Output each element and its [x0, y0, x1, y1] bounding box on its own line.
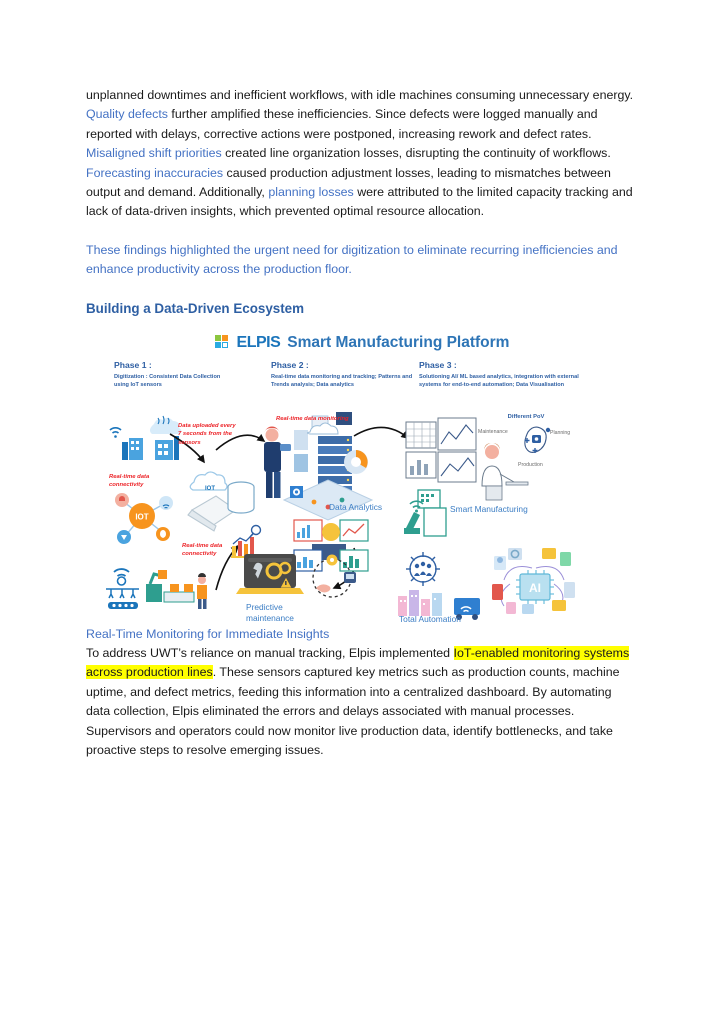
- heading-building-ecosystem: Building a Data-Driven Ecosystem: [86, 300, 305, 316]
- label-smart-manufacturing: Smart Manufacturing: [450, 503, 528, 514]
- label-total-automation: Total Automation: [399, 613, 461, 624]
- icon-predictive-maintenance: [236, 554, 304, 594]
- figure-smart-manufacturing-platform: [86, 330, 638, 624]
- pov-title: Different PoV: [507, 413, 545, 420]
- note-data-upload: Data uploaded every 7 seconds from the sensors: [178, 422, 236, 446]
- note-realtime-monitoring: Real-time data monitoring: [276, 415, 349, 422]
- paragraph-iot-monitoring: [86, 644, 638, 760]
- accent-quality-defects: Quality defects: [86, 107, 168, 122]
- pov-group: [478, 414, 574, 474]
- accent-planning-losses: planning losses: [268, 185, 354, 200]
- icon-factory-cloud: [110, 416, 181, 460]
- icon-iot-hub: [115, 493, 173, 544]
- icon-cloud-laptop-database: [188, 472, 254, 531]
- phase-3-title: Phase 3 :: [419, 359, 457, 370]
- highlighted-text-iot-systems: IoT-enabled monitoring systems across production lines: [86, 646, 630, 680]
- text-run-3: caused production adjustment losses, leading to mismatches between output and demand. Additionally,: [86, 165, 611, 200]
- note-realtime-connectivity-2: Real-time data connectivity: [182, 542, 223, 558]
- icon-conveyor-line: [106, 569, 207, 609]
- paragraph-findings: These findings highlighted the urgent need for digitization to eliminate recurring inefficiencies and enhance productivity across the production floor.: [86, 242, 618, 277]
- subheading-realtime-monitoring: Real-Time Monitoring for Immediate Insights: [86, 626, 330, 641]
- pov-label-maintenance: Maintenance: [478, 428, 508, 435]
- label-predictive-maintenance: Predictive maintenance: [246, 601, 294, 623]
- spacer: [86, 612, 638, 625]
- phase-1-title: Phase 1 :: [114, 359, 152, 370]
- icon-total-automation-gear: [406, 552, 440, 586]
- spacer: [86, 222, 638, 241]
- pov-label-planning: Planning: [550, 429, 571, 436]
- page-content: [86, 86, 638, 761]
- text-run-2: created line organization losses, disrupting the continuity of workflows.: [221, 146, 611, 161]
- accent-forecasting-inaccuracies: Forecasting inaccuracies: [86, 165, 224, 180]
- text-run-1: further amplified these inefficiencies. Since defects were logged manually and reported with delays, corrective actions were postponed, increasing rework and defect rates.: [86, 107, 598, 141]
- elpis-logo-text: ELPIS: [236, 333, 281, 351]
- paragraph-quality-defects: [86, 105, 638, 221]
- icon-smart-manufacturing: [404, 490, 446, 536]
- phase-3-body: Solutioning AI/ ML based analytics, integration with external systems for end-to-end automation; Data Visualisation: [419, 373, 579, 388]
- iot-cloud-label: IOT: [205, 485, 215, 492]
- note-realtime-connectivity-1: Real-time data connectivity: [109, 473, 150, 489]
- icon-engineer: [264, 426, 291, 498]
- text-run-4: were attributed to the limited capacity tracking and lack of data-driven insights, which prevented optimal resource allocation.: [86, 185, 633, 219]
- text-run-5: To address UWT’s reliance on manual tracking, Elpis implemented: [86, 646, 454, 661]
- icon-ai-chip-cluster: [492, 548, 575, 614]
- pov-label-production: Production: [518, 461, 543, 468]
- paragraph-lead: unplanned downtimes and inefficient workflows, with idle machines consuming unnecessary energy.: [86, 88, 634, 102]
- label-data-analytics: Data Analytics: [329, 501, 383, 512]
- phase-1-body: Digitization : Consistent Data Collection using IoT sensors: [114, 373, 221, 388]
- text-run-6: . These sensors captured key metrics such as production counts, machine uptime, and defect metrics, feeding this information into a centralized dashboard. By automating data collection, Elpis eliminated the errors and delays associated with manual processes. Supervisors and operators could now monitor live production data, identify bottlenecks, and take proactive steps to resolve emerging issues.: [86, 665, 620, 758]
- accent-misaligned-shift-priorities: Misaligned shift priorities: [86, 146, 222, 161]
- phase-2-title: Phase 2 :: [271, 359, 309, 370]
- figure-title: Smart Manufacturing Platform: [287, 333, 510, 351]
- icon-visualisation-screens: [406, 418, 476, 482]
- phase-2-body: Real-time data monitoring and tracking; Patterns and Trends analysis; Data analytics: [271, 373, 413, 388]
- spacer: [86, 280, 638, 299]
- iot-hub-label: IOT: [135, 512, 149, 522]
- ai-chip-label: AI: [529, 580, 541, 595]
- arrow-to-dashboard: [354, 427, 408, 438]
